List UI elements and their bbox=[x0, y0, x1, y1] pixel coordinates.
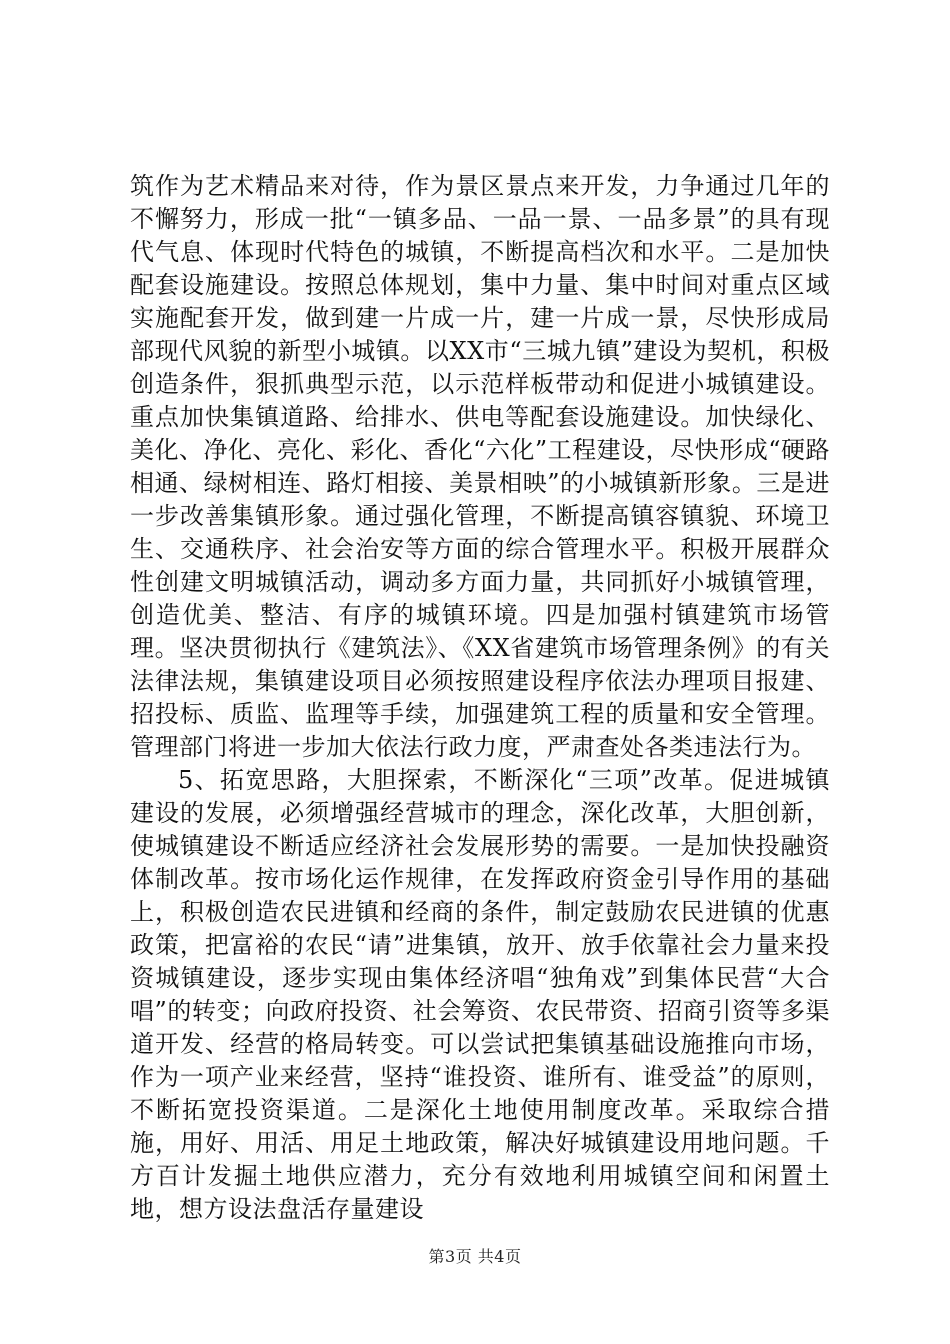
page-footer: 第3页 共4页 bbox=[428, 1247, 522, 1266]
body-text bbox=[130, 170, 830, 1226]
paragraph-continued: 筑作为艺术精品来对待，作为景区景点来开发，力争通过几年的不懈努力，形成一批“一镇多品、一品一景、一品多景”的具有现代气息、体现时代特色的城镇，不断提高档次和水平。二是加快配套设施建设。按照总体规划，集中力量、集中时间对重点区域实施配套开发，做到建一片成一片，建一片成一景，尽快形成局部现代风貌的新型小城镇。以XX市“三城九镇”建设为契机，积极创造条件，狠抓典型示范，以示范样板带动和促进小城镇建设。重点加快集镇道路、给排水、供电等配套设施建设。加快绿化、美化、净化、亮化、彩化、香化“六化”工程建设，尽快形成“硬路相通、绿树相连、路灯相接、美景相映”的小城镇新形象。三是进一步改善集镇形象。通过强化管理，不断提高镇容镇貌、环境卫生、交通秩序、社会治安等方面的综合管理水平。积极开展群众性创建文明城镇活动，调动多方面力量，共同抓好小城镇管理，创造优美、整洁、有序的城镇环境。四是加强村镇建筑市场管理。坚决贯彻执行《建筑法》、《XX省建筑市场管理条例》的有关法律法规，集镇建设项目必须按照建设程序依法办理项目报建、招投标、质监、监理等手续，加强建筑工程的质量和安全管理。管理部门将进一步加大依法行政力度，严肃查处各类违法行为。 bbox=[130, 172, 830, 761]
paragraph-section-5: 5、拓宽思路，大胆探索，不断深化“三项”改革。促进城镇建设的发展，必须增强经营城市的理念，深化改革，大胆创新，使城镇建设不断适应经济社会发展形势的需要。一是加快投融资体制改革。按市场化运作规律，在发挥政府资金引导作用的基础上，积极创造农民进镇和经商的条件，制定鼓励农民进镇的优惠政策，把富裕的农民“请”进集镇，放开、放手依靠社会力量来投资城镇建设，逐步实现由集体经济唱“独角戏”到集体民营“大合唱”的转变；向政府投资、社会筹资、农民带资、招商引资等多渠道开发、经营的格局转变。可以尝试把集镇基础设施推向市场，作为一项产业来经营，坚持“谁投资、谁所有、谁受益”的原则，不断拓宽投资渠道。二是深化土地使用制度改革。采取综合措施，用好、用活、用足土地政策，解决好城镇建设用地问题。千方百计发掘土地供应潜力，充分有效地利用城镇空间和闲置土地，想方设法盘活存量建设 bbox=[130, 766, 830, 1223]
